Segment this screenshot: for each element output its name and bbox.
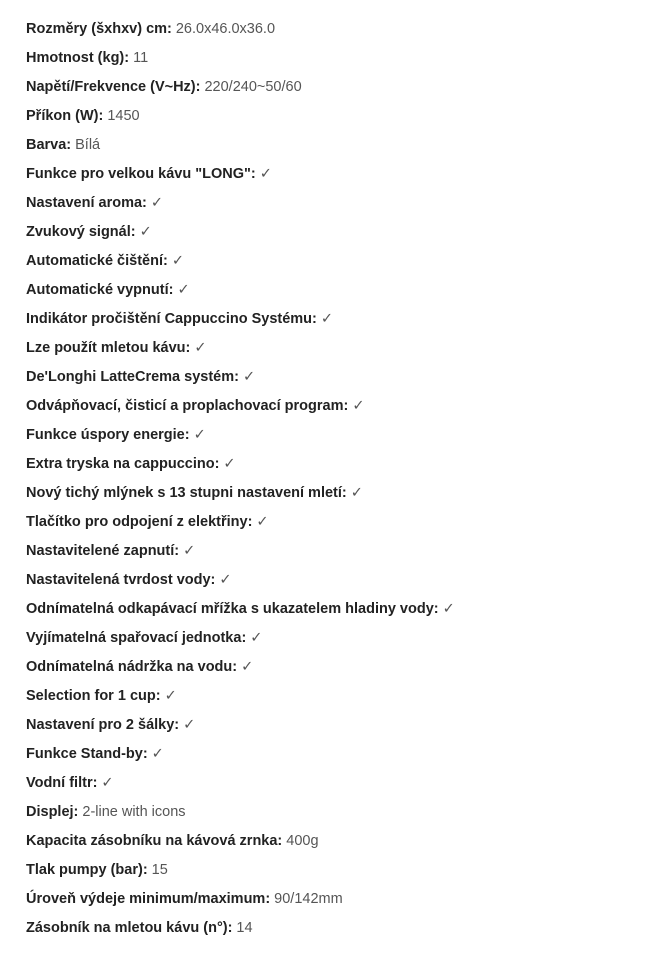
spec-value: 15 <box>151 862 168 878</box>
spec-row <box>26 684 646 713</box>
spec-value: 90/142mm <box>274 891 343 907</box>
check-icon: ✓ <box>164 688 177 704</box>
spec-label: Vodní filtr: <box>26 775 98 791</box>
spec-label: Barva: <box>26 137 72 153</box>
spec-label: Displej: <box>26 804 79 820</box>
spec-label: Úroveň výdeje minimum/maximum: <box>26 891 271 907</box>
spec-row <box>26 568 646 597</box>
spec-label: Automatické čištění: <box>26 253 168 269</box>
spec-label: Hmotnost (kg): <box>26 50 130 66</box>
check-icon: ✓ <box>171 253 184 269</box>
spec-row <box>26 916 646 945</box>
spec-label: Automatické vypnutí: <box>26 282 174 298</box>
spec-label: Nastavení pro 2 šálky: <box>26 717 180 733</box>
spec-row <box>26 104 646 133</box>
spec-row <box>26 626 646 655</box>
spec-row <box>26 46 646 75</box>
spec-row <box>26 539 646 568</box>
spec-label: Nastavení aroma: <box>26 195 147 211</box>
spec-label: Funkce Stand-by: <box>26 746 148 762</box>
spec-row <box>26 17 646 46</box>
spec-row <box>26 365 646 394</box>
check-icon: ✓ <box>241 659 254 675</box>
check-icon: ✓ <box>320 311 334 327</box>
spec-row <box>26 829 646 858</box>
spec-row <box>26 336 646 365</box>
spec-label: Nastavitelená tvrdost vody: <box>26 572 216 588</box>
spec-row <box>26 394 646 423</box>
spec-value: 11 <box>133 50 149 66</box>
check-icon: ✓ <box>150 195 164 211</box>
spec-row <box>26 133 646 162</box>
spec-value: 1450 <box>107 108 140 124</box>
check-icon: ✓ <box>219 572 232 588</box>
spec-row <box>26 858 646 887</box>
spec-label: Napětí/Frekvence (V~Hz): <box>26 79 201 95</box>
spec-label: Zvukový signál: <box>26 224 136 240</box>
spec-value: 2-line with icons <box>82 804 186 820</box>
spec-label: Příkon (W): <box>26 108 104 124</box>
check-icon: ✓ <box>101 775 114 791</box>
spec-row <box>26 75 646 104</box>
check-icon: ✓ <box>151 746 164 762</box>
spec-row <box>26 742 646 771</box>
check-icon: ✓ <box>256 514 269 530</box>
spec-label: Nový tichý mlýnek s 13 stupni nastavení mletí: <box>26 485 347 501</box>
spec-label: Odvápňovací, čisticí a proplachovací program: <box>26 398 349 414</box>
check-icon: ✓ <box>183 543 196 559</box>
spec-value: 26.0x46.0x36.0 <box>175 21 276 37</box>
check-icon: ✓ <box>223 456 236 472</box>
spec-label: Funkce úspory energie: <box>26 427 190 443</box>
spec-label: Tlačítko pro odpojení z elektřiny: <box>26 514 253 530</box>
spec-row <box>26 220 646 249</box>
check-icon: ✓ <box>352 398 365 414</box>
spec-row <box>26 191 646 220</box>
check-icon: ✓ <box>177 282 190 298</box>
check-icon: ✓ <box>242 369 256 385</box>
spec-row <box>26 249 646 278</box>
spec-label: Odnímatelná odkapávací mřížka s ukazatelem hladiny vody: <box>26 601 439 617</box>
spec-row <box>26 452 646 481</box>
check-icon: ✓ <box>194 340 207 356</box>
spec-label: Extra tryska na cappuccino: <box>26 456 220 472</box>
spec-label: De'Longhi LatteCrema systém: <box>26 369 239 385</box>
spec-value: 14 <box>236 920 253 936</box>
spec-row <box>26 307 646 336</box>
check-icon: ✓ <box>193 427 206 443</box>
spec-row <box>26 423 646 452</box>
spec-row <box>26 771 646 800</box>
check-icon: ✓ <box>183 717 196 733</box>
spec-value: 220/240~50/60 <box>204 79 302 95</box>
spec-label: Indikátor pročištění Cappuccino Systému: <box>26 311 317 327</box>
check-icon: ✓ <box>250 630 263 646</box>
spec-row <box>26 510 646 539</box>
spec-row <box>26 162 646 191</box>
spec-label: Tlak pumpy (bar): <box>26 862 148 878</box>
spec-row <box>26 800 646 829</box>
check-icon: ✓ <box>442 601 455 617</box>
spec-row <box>26 278 646 307</box>
spec-label: Nastavitelené zapnutí: <box>26 543 180 559</box>
spec-value: 400g <box>286 833 319 849</box>
spec-label: Selection for 1 cup: <box>26 688 161 704</box>
spec-label: Vyjímatelná spařovací jednotka: <box>26 630 247 646</box>
spec-value: Bílá <box>75 137 101 153</box>
spec-row <box>26 887 646 916</box>
spec-label: Zásobník na mletou kávu (n°): <box>26 920 233 936</box>
check-icon: ✓ <box>259 166 272 182</box>
spec-row <box>26 481 646 510</box>
check-icon: ✓ <box>139 224 152 240</box>
spec-label: Lze použít mletou kávu: <box>26 340 191 356</box>
spec-row <box>26 597 646 626</box>
spec-label: Odnímatelná nádržka na vodu: <box>26 659 238 675</box>
spec-row <box>26 713 646 742</box>
spec-row <box>26 655 646 684</box>
spec-label: Funkce pro velkou kávu "LONG": <box>26 166 256 182</box>
spec-label: Kapacita zásobníku na kávová zrnka: <box>26 833 283 849</box>
spec-label: Rozměry (šxhxv) cm: <box>26 21 172 37</box>
check-icon: ✓ <box>350 485 363 501</box>
